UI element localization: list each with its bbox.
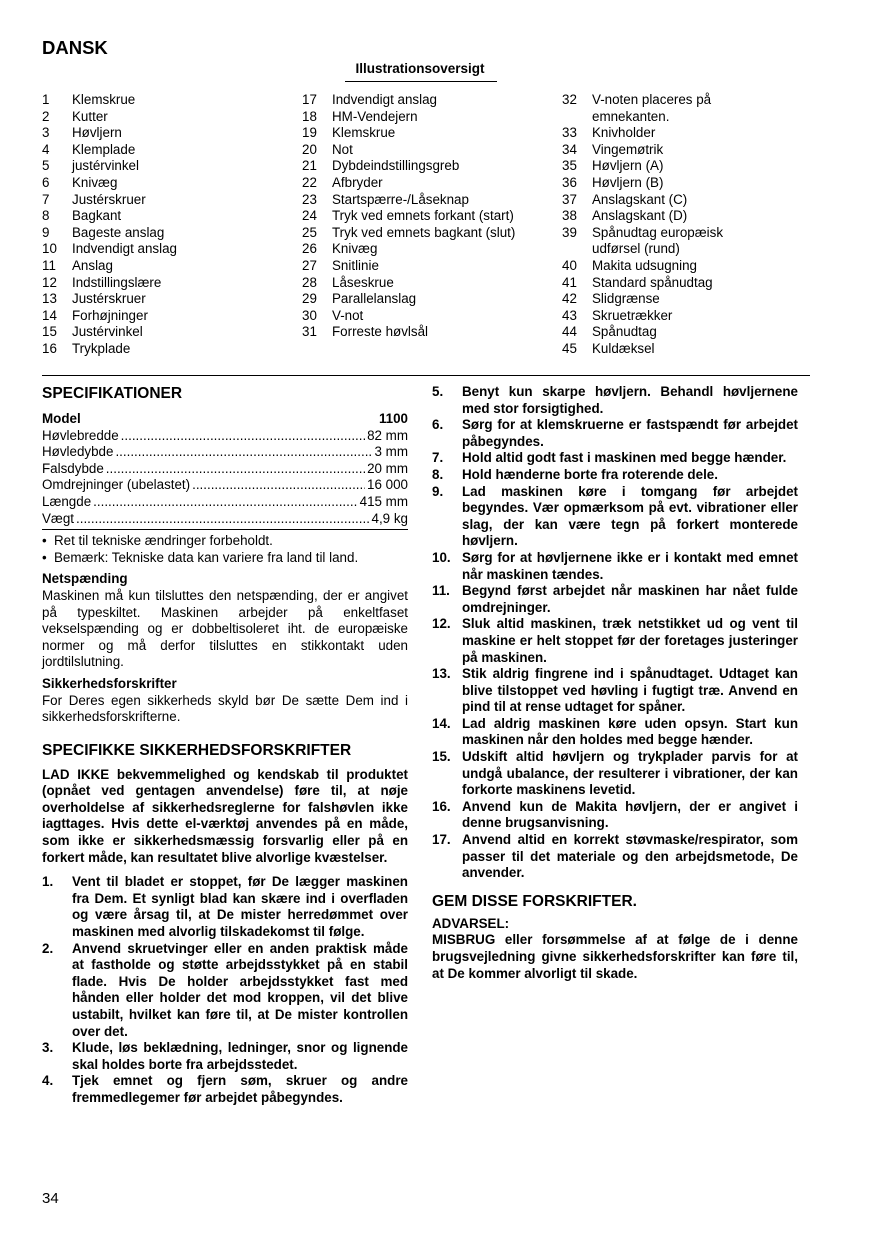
- safety-rule: [432, 799, 798, 832]
- illustration-item-label: Tryk ved emnets forkant (start): [332, 208, 514, 224]
- illustration-item: [302, 324, 515, 341]
- safety-rule-text: Sluk altid maskinen, træk netstikket ud og vent til maskine er helt stoppet før der foretages justeringer på maskinen.: [462, 616, 798, 665]
- safety-rule-number: 9.: [432, 483, 444, 499]
- specific-safety-intro: LAD IKKE bekvemmelighed og kendskab til produktet (opnået ved gentagen anvendelse) føre til, at nøje overholdelse af sikkerhedsreglerne for falshøvlen ikke iagttages. Hvis dette el-værktøj anvendes på en måde, som ikke er sikkerhedsmæssig forsvarlig eller på en forkert måde, kan resultatet blive alvorlige kvæstelser.: [42, 766, 408, 865]
- safety-rule-text: Vent til bladet er stoppet, før De lægger maskinen fra Dem. Et synligt blad kan skære ind i overfladen og være årsag til, at De mister herredømmet over maskinen med alvorlig tilskadekomst til følge.: [72, 874, 408, 940]
- safety-rule-text: Klude, løs beklædning, ledninger, snor og lignende skal holdes borte fra arbejdsstedet.: [72, 1040, 408, 1072]
- safety-rule-number: 2.: [42, 940, 54, 956]
- illustration-item-label: Høvljern (A): [592, 158, 664, 174]
- illustration-item-number: 36: [562, 174, 577, 190]
- illustration-item-label: udførsel (rund): [592, 241, 680, 257]
- illustration-item-label: Indstillingslære: [72, 274, 162, 290]
- illustration-item-label: Tryk ved emnets bagkant (slut): [332, 224, 516, 240]
- safety-rule: [432, 583, 798, 616]
- specifications-heading: SPECIFIKATIONER: [42, 385, 183, 402]
- illustration-item-label: V-not: [332, 307, 364, 323]
- safety-rule: [432, 417, 798, 450]
- safety-rule: [42, 1040, 408, 1073]
- keep-instructions-heading: GEM DISSE FORSKRIFTER.: [432, 892, 637, 910]
- illustration-item: [42, 241, 177, 258]
- safety-rule-number: 6.: [432, 417, 444, 433]
- illustration-item: [42, 308, 177, 325]
- illustration-item-label: Forhøjninger: [72, 307, 148, 323]
- illustration-item: [302, 142, 515, 159]
- illustration-item-label: emnekanten.: [592, 108, 670, 124]
- safety-rule-number: 14.: [432, 715, 451, 731]
- safety-rule-text: Hold altid godt fast i maskinen med begge hænder.: [462, 450, 787, 466]
- illustration-item-label: Knivæg: [72, 174, 118, 190]
- illustration-item-label: Bagkant: [72, 208, 122, 224]
- safety-heading: Sikkerhedsforskrifter: [42, 675, 177, 691]
- illustration-item-number: 15: [42, 324, 57, 340]
- illustration-item-label: Startspærre-/Låseknap: [332, 191, 469, 207]
- illustration-item-label: Indvendigt anslag: [332, 92, 437, 107]
- safety-rule: [432, 666, 798, 716]
- illustration-item-number: 26: [302, 241, 317, 257]
- safety-rule-text: Tjek emnet og fjern søm, skruer og andre fremmedlegemer før arbejdet påbegyndes.: [72, 1073, 408, 1105]
- spec-model-value: 1100: [378, 411, 408, 426]
- illustration-item-label: Anslag: [72, 257, 113, 273]
- illustration-item: [562, 291, 723, 308]
- safety-rule-text: Lad maskinen køre i tomgang før arbejdet begyndes. Vær opmærksom på evt. vibrationer eller slag, der kan være tegn på forkert monterede høvljern.: [462, 483, 798, 549]
- illustration-item: [42, 291, 177, 308]
- safety-rule-text: Udskift altid høvljern og trykplader parvis for at undgå ubalance, der resulterer i vibrationer, der kan forkorte maskinens levetid.: [462, 749, 798, 798]
- illustration-item-number: 12: [42, 274, 57, 290]
- illustration-item-number: 42: [562, 291, 577, 307]
- safety-list-right: [432, 384, 798, 882]
- illustration-item-label: Høvljern (B): [592, 174, 664, 190]
- illustration-item-label: Kuldæksel: [592, 340, 655, 356]
- illustration-item: [302, 275, 515, 292]
- spec-row: [42, 477, 408, 494]
- spec-row: [42, 461, 408, 478]
- spec-value: 4,9 kg: [371, 510, 408, 526]
- safety-text: For Deres egen sikkerheds skyld bør De sætte Dem ind i sikkerhedsforskrifterne.: [42, 692, 408, 725]
- illustration-item: [42, 225, 177, 242]
- illustration-item-number: 40: [562, 257, 577, 273]
- illustration-item-label: Snitlinie: [332, 257, 379, 273]
- illustration-item-number: 43: [562, 307, 577, 323]
- illustration-item: [562, 308, 723, 325]
- illustration-item-number: 10: [42, 241, 57, 257]
- safety-rule-number: 8.: [432, 466, 444, 482]
- spec-label: Falsdybde: [42, 460, 104, 476]
- illustration-item: [302, 208, 515, 225]
- spec-label: Vægt: [42, 510, 75, 526]
- illustration-item-number: [562, 241, 592, 258]
- illustration-item: [42, 125, 177, 142]
- illustration-item-label: Knivæg: [332, 241, 378, 257]
- safety-rule-number: 11.: [432, 583, 450, 599]
- safety-rule: [432, 484, 798, 550]
- illustration-item-label: Anslagskant (D): [592, 208, 688, 224]
- illustration-item-label: Not: [332, 141, 353, 157]
- spec-value: 3 mm: [374, 444, 408, 460]
- illustration-item: [562, 275, 723, 292]
- illustration-item-label: Spånudtag: [592, 324, 657, 340]
- safety-rule: [432, 832, 798, 882]
- spec-value: 20 mm: [367, 460, 408, 476]
- illustration-item-label: Klemskrue: [72, 92, 136, 107]
- illustration-item-label: Forreste høvlsål: [332, 324, 428, 340]
- section-divider: [42, 375, 810, 376]
- illustration-item-label: Klemplade: [72, 141, 136, 157]
- illustration-item-label: Dybdeindstillingsgreb: [332, 158, 460, 174]
- illustration-item-number: 20: [302, 141, 317, 157]
- illustration-item: [42, 258, 177, 275]
- safety-rule-text: Anvend skruetvinger eller en anden praktisk måde at fastholde og støtte arbejdsstykket på en stabil flade. Hvis De holder arbejdsstykket fast med hånden eller holder det mod kroppen, vil det blive ustabilt, hvilket kan føre til, at De mister kontrollen over det.: [72, 940, 408, 1039]
- illustration-item-label: Høvljern: [72, 125, 122, 141]
- left-column: [42, 384, 408, 1107]
- spec-value: 82 mm: [367, 427, 408, 443]
- illustration-item-number: 13: [42, 291, 57, 307]
- illustration-list-col1: [42, 92, 177, 358]
- illustration-item-number: 9: [42, 224, 50, 240]
- illustration-item-label: Trykplade: [72, 340, 131, 356]
- spec-label: Høvledybde: [42, 444, 114, 460]
- spec-model-row: [42, 411, 408, 428]
- spec-row: [42, 428, 408, 445]
- illustration-item: [302, 158, 515, 175]
- safety-rule: [432, 550, 798, 583]
- illustration-item: [562, 241, 723, 258]
- safety-rule-number: 3.: [42, 1040, 54, 1056]
- illustration-item-number: 6: [42, 174, 50, 190]
- illustration-item-number: 8: [42, 208, 50, 224]
- safety-rule-text: Anvend kun de Makita høvljern, der er angivet i denne brugsanvisning.: [462, 798, 798, 831]
- illustration-item-label: Parallelanslag: [332, 291, 417, 307]
- illustration-item: [42, 92, 177, 109]
- safety-rule-text: Sørg for at høvljernene ikke er i kontakt med emnet når maskinen tændes.: [462, 549, 798, 582]
- illustration-item-number: 38: [562, 208, 577, 224]
- mains-text: Maskinen må kun tilsluttes den netspænding, der er angivet på typeskiltet. Maskinen arbejder på enkeltfaset vekselspænding og er dobbeltisoleret iht. de europæiske normer og må derfor tilsluttes en stikkontakt uden jordtilslutning.: [42, 587, 408, 670]
- spec-value: 415 mm: [359, 493, 408, 509]
- illustration-item-label: Skruetrækker: [592, 307, 673, 323]
- illustration-item-number: 14: [42, 307, 57, 323]
- illustration-list-col2: [302, 92, 515, 341]
- illustration-item-number: [562, 109, 592, 126]
- illustration-item-number: 30: [302, 307, 317, 323]
- illustration-item-number: 18: [302, 108, 317, 124]
- illustration-item-label: V-noten placeres på: [592, 92, 712, 107]
- illustration-item-label: Knivholder: [592, 125, 656, 141]
- illustration-item: [562, 92, 723, 109]
- illustration-item-number: 19: [302, 125, 317, 141]
- illustration-item: [42, 158, 177, 175]
- illustration-item: [42, 142, 177, 159]
- illustration-item-label: justérvinkel: [72, 158, 139, 174]
- title-underline: [345, 81, 497, 82]
- illustration-item-label: Indvendigt anslag: [72, 241, 177, 257]
- illustration-item: [302, 125, 515, 142]
- illustration-item: [42, 175, 177, 192]
- illustration-item: [562, 324, 723, 341]
- spec-note: • Bemærk: Tekniske data kan variere fra land til land.: [42, 549, 359, 565]
- illustration-item-number: 34: [562, 141, 577, 157]
- illustration-item-number: 5: [42, 158, 50, 174]
- safety-rule-number: 4.: [42, 1073, 54, 1089]
- safety-rule-number: 10.: [432, 549, 451, 565]
- illustration-item-number: 4: [42, 141, 50, 157]
- illustration-item-number: 17: [302, 92, 317, 107]
- illustration-item-number: 22: [302, 174, 317, 190]
- illustration-item-number: 24: [302, 208, 317, 224]
- illustration-item: [302, 241, 515, 258]
- safety-rule-number: 12.: [432, 616, 451, 632]
- safety-rule: [432, 616, 798, 666]
- leader-dots: [106, 461, 365, 478]
- warning-text: MISBRUG eller forsømmelse af at følge de i denne brugsvejledning givne sikkerhedsforskrifter kan føre til, at De kommer alvorligt til skade.: [432, 932, 798, 981]
- illustration-item: [562, 192, 723, 209]
- illustration-item-number: 33: [562, 125, 577, 141]
- leader-dots: [76, 511, 370, 528]
- spec-row: [42, 494, 408, 511]
- illustration-item: [42, 341, 177, 358]
- safety-rule: [432, 716, 798, 749]
- illustration-item-number: 31: [302, 324, 317, 340]
- illustration-item: [562, 142, 723, 159]
- illustration-item-number: 39: [562, 224, 577, 240]
- illustration-item: [562, 341, 723, 358]
- illustration-item-number: 1: [42, 92, 50, 107]
- illustration-item-label: Afbryder: [332, 174, 383, 190]
- illustration-item-number: 35: [562, 158, 577, 174]
- illustration-item-number: 41: [562, 274, 577, 290]
- illustration-item: [42, 109, 177, 126]
- spec-value: 16 000: [367, 477, 408, 493]
- illustration-item-label: Vingemøtrik: [592, 141, 664, 157]
- safety-rule-number: 17.: [432, 832, 451, 848]
- illustration-item: [562, 258, 723, 275]
- safety-rule-number: 1.: [42, 874, 54, 890]
- illustration-item: [562, 175, 723, 192]
- illustration-item-number: 37: [562, 191, 577, 207]
- spec-label: Omdrejninger (ubelastet): [42, 477, 191, 493]
- illustration-item-number: 16: [42, 340, 57, 356]
- safety-rule-number: 16.: [432, 798, 451, 814]
- illustration-item-number: 2: [42, 108, 50, 124]
- illustration-item: [562, 125, 723, 142]
- illustration-overview-title: Illustrationsoversigt: [355, 61, 485, 76]
- safety-rule-text: Lad aldrig maskinen køre uden opsyn. Start kun maskinen når den holdes med begge hænder.: [462, 715, 798, 748]
- illustration-item-label: Justérskruer: [72, 191, 146, 207]
- illustration-item-number: 3: [42, 125, 50, 141]
- illustration-item-label: Anslagskant (C): [592, 191, 688, 207]
- illustration-item-number: 27: [302, 257, 317, 273]
- illustration-item-number: 45: [562, 340, 577, 356]
- illustration-item-label: Kutter: [72, 108, 108, 124]
- page-number: 34: [42, 1190, 59, 1207]
- spec-note: • Ret til tekniske ændringer forbeholdt.: [42, 533, 273, 549]
- illustration-item-number: 7: [42, 191, 50, 207]
- spec-row: [42, 511, 408, 528]
- safety-rule: [42, 874, 408, 940]
- illustration-item-label: HM-Vendejern: [332, 108, 418, 124]
- illustration-item: [302, 308, 515, 325]
- illustration-item-number: 23: [302, 191, 317, 207]
- illustration-item: [562, 225, 723, 242]
- illustration-item: [42, 192, 177, 209]
- safety-rule-number: 15.: [432, 749, 451, 765]
- illustration-item-number: 11: [42, 257, 56, 273]
- warning-label: ADVARSEL:: [432, 915, 510, 931]
- safety-rule: [432, 749, 798, 799]
- spec-label: Høvlebredde: [42, 427, 119, 443]
- safety-rule-number: 7.: [432, 450, 444, 466]
- safety-rule: [432, 450, 798, 467]
- safety-rule: [432, 467, 798, 484]
- safety-rule-text: Anvend altid en korrekt støvmaske/respirator, som passer til det materiale og den arbejdsmetode, De anvender.: [462, 832, 798, 881]
- safety-list-left: [42, 874, 408, 1106]
- illustration-item: [562, 208, 723, 225]
- safety-rule: [42, 941, 408, 1041]
- spec-row: [42, 444, 408, 461]
- leader-dots: [121, 428, 365, 445]
- illustration-item-label: Klemskrue: [332, 125, 396, 141]
- illustration-item-label: Slidgrænse: [592, 291, 660, 307]
- safety-rule-text: Stik aldrig fingrene ind i spånudtaget. Udtaget kan blive tilstoppet ved høvling i fugtigt træ. Anvend en pind til at rense udtaget for spåner.: [462, 666, 798, 715]
- illustration-item: [42, 324, 177, 341]
- safety-rule-text: Benyt kun skarpe høvljern. Behandl høvljernene med stor forsigtighed.: [462, 384, 798, 416]
- illustration-item: [42, 208, 177, 225]
- illustration-item-number: 25: [302, 224, 317, 240]
- illustration-item: [302, 225, 515, 242]
- safety-rule-text: Hold hænderne borte fra roterende dele.: [462, 466, 718, 482]
- safety-rule: [432, 384, 798, 417]
- illustration-item-number: 32: [562, 92, 577, 107]
- illustration-item-label: Bageste anslag: [72, 224, 165, 240]
- safety-rule-number: 5.: [432, 384, 444, 399]
- illustration-item-label: Låseskrue: [332, 274, 394, 290]
- illustration-item: [302, 258, 515, 275]
- safety-rule: [42, 1073, 408, 1106]
- illustration-list-col3: [562, 92, 723, 358]
- illustration-item: [302, 92, 515, 109]
- illustration-item: [302, 291, 515, 308]
- leader-dots: [115, 444, 372, 461]
- illustration-item-label: Justérskruer: [72, 291, 146, 307]
- illustration-item-label: Standard spånudtag: [592, 274, 713, 290]
- illustration-item-number: 28: [302, 274, 317, 290]
- illustration-item: [42, 275, 177, 292]
- leader-dots: [93, 494, 357, 511]
- illustration-item: [562, 109, 723, 126]
- safety-rule-number: 13.: [432, 666, 451, 682]
- safety-rule-text: Sørg for at klemskruerne er fastspændt før arbejdet påbegyndes.: [462, 417, 798, 449]
- illustration-item: [302, 109, 515, 126]
- spec-model-label: Model: [42, 411, 81, 426]
- language-heading: DANSK: [42, 37, 108, 58]
- illustration-item: [302, 192, 515, 209]
- illustration-item-label: Justérvinkel: [72, 324, 143, 340]
- leader-dots: [192, 477, 365, 494]
- illustration-item: [562, 158, 723, 175]
- spec-table-rule: [42, 529, 408, 530]
- specific-safety-heading: SPECIFIKKE SIKKERHEDSFORSKRIFTER: [42, 741, 352, 759]
- illustration-item: [302, 175, 515, 192]
- illustration-item-number: 44: [562, 324, 577, 340]
- safety-rule-text: Begynd først arbejdet når maskinen har nået fulde omdrejninger.: [462, 583, 798, 615]
- right-column: [432, 384, 798, 982]
- illustration-item-label: Spånudtag europæisk: [592, 224, 724, 240]
- mains-heading: Netspænding: [42, 571, 128, 587]
- illustration-item-label: Makita udsugning: [592, 257, 697, 273]
- illustration-item-number: 21: [302, 158, 317, 174]
- illustration-item-number: 29: [302, 291, 317, 307]
- spec-label: Længde: [42, 493, 92, 509]
- spec-table: [42, 428, 408, 528]
